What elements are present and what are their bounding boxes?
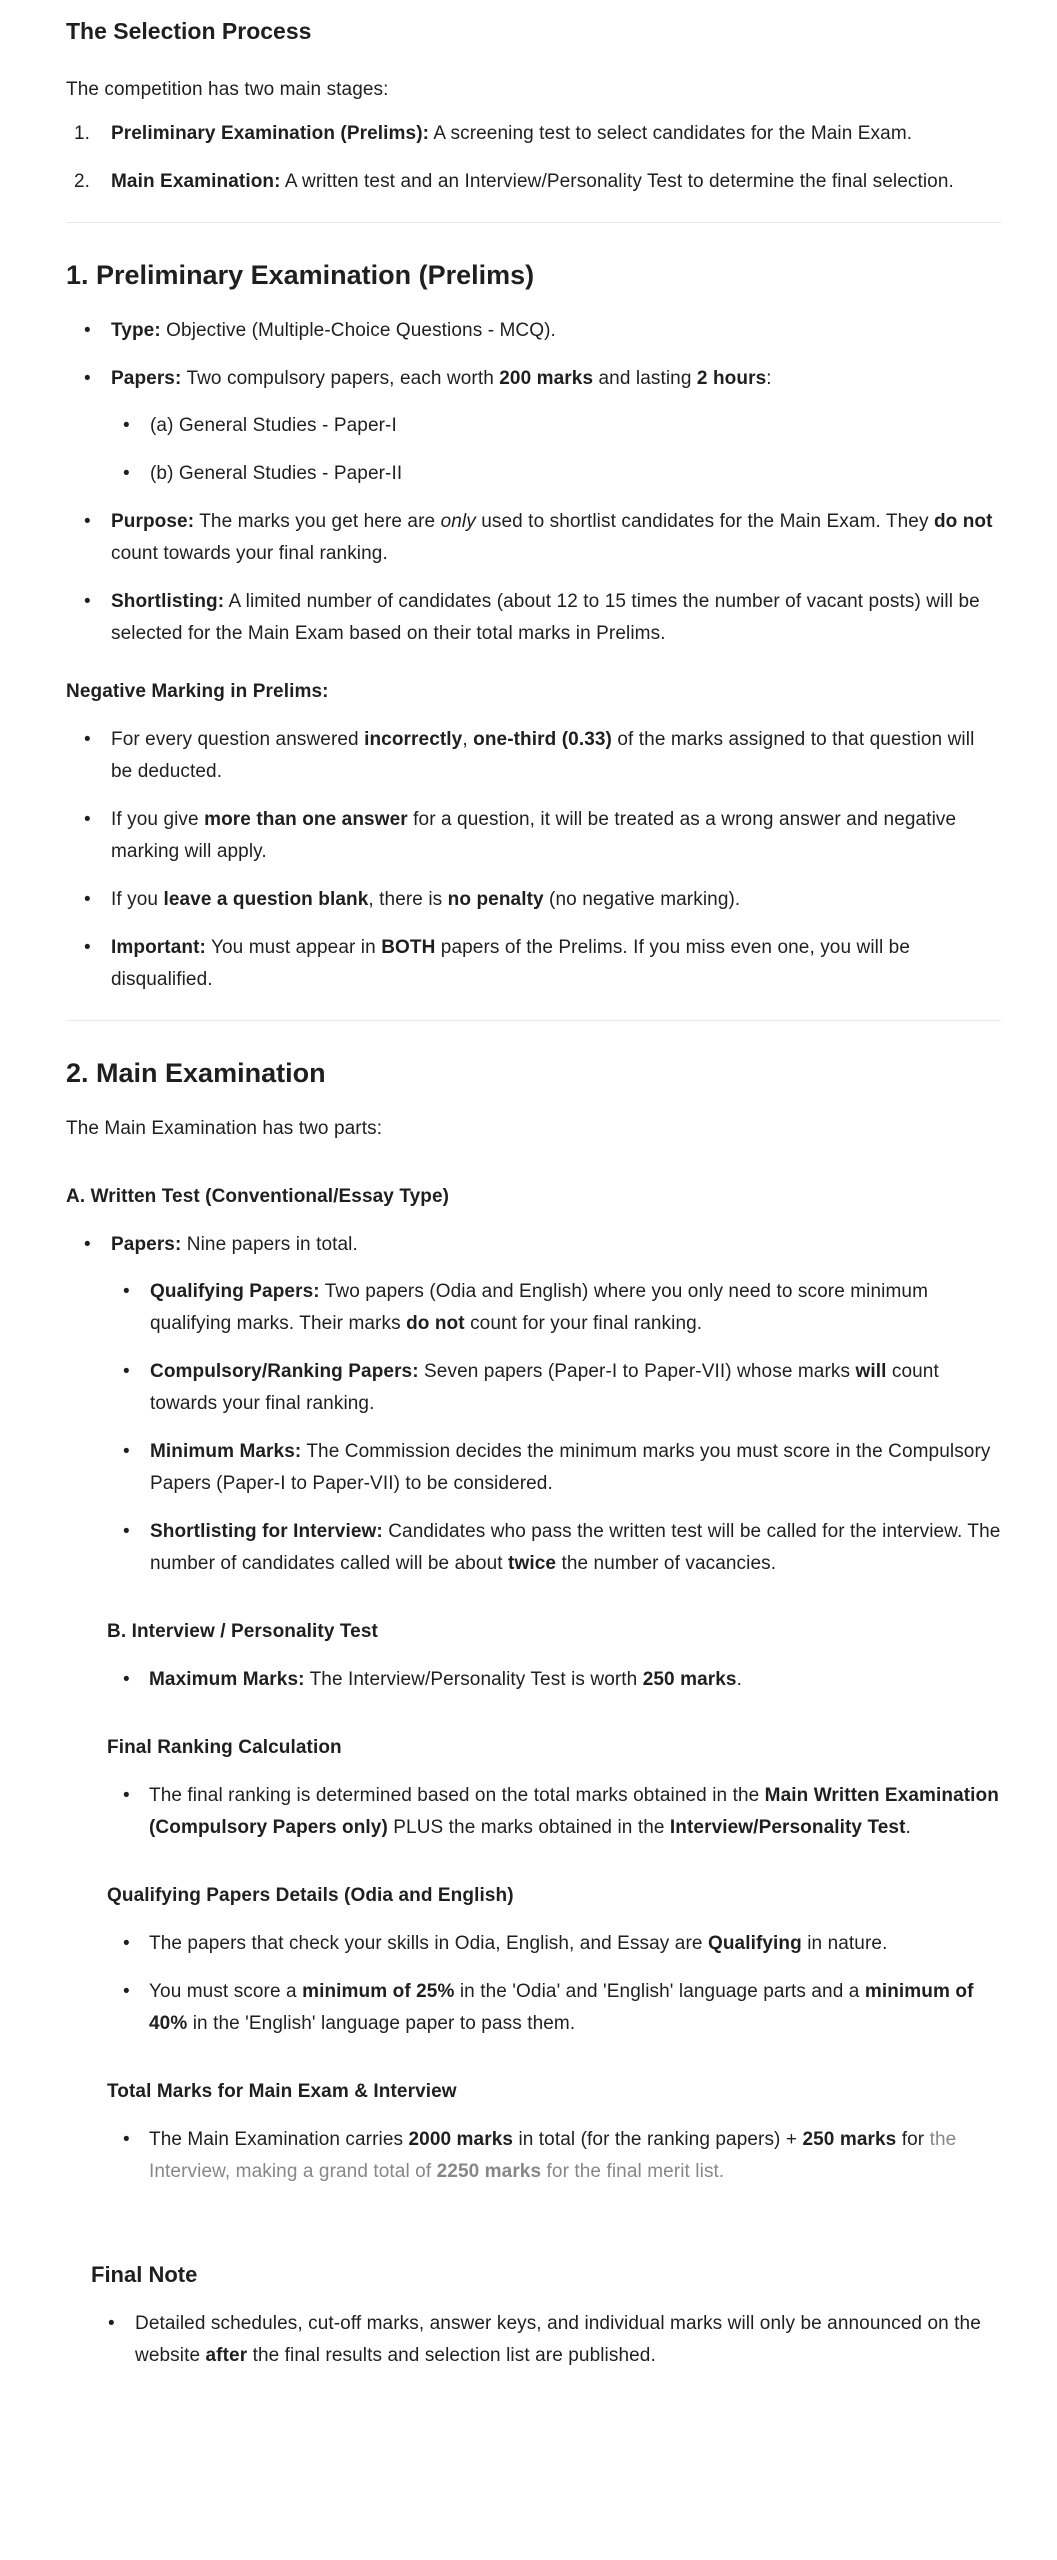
list-item: • Type: Objective (Multiple-Choice Questions - MCQ).: [66, 315, 1001, 347]
section-divider: [66, 1020, 1001, 1021]
list-item: • Qualifying Papers: Two papers (Odia and English) where you only need to score minimum qualifying marks. Their marks do not count for your final ranking.: [105, 1276, 1001, 1340]
list-item: Main Examination: A written test and an Interview/Personality Test to determine the final selection.: [111, 171, 954, 192]
subheading-negative-marking: Negative Marking in Prelims:: [66, 681, 329, 702]
final-ranking-list: [107, 1780, 1001, 1844]
total-marks-list: [107, 2124, 1001, 2188]
list-item: • The Main Examination carries 2000 marks in total (for the ranking papers) + 250 marks for the Interview, making a grand total of 2250 marks for the final merit list.: [107, 2124, 1001, 2188]
list-item: Preliminary Examination (Prelims): A screening test to select candidates for the Main Exam.: [111, 123, 913, 144]
list-item-text: Papers: Nine papers in total.: [111, 1234, 358, 1255]
negative-marking-list: [66, 724, 1001, 996]
section-heading-prelims: 1. Preliminary Examination (Prelims): [66, 260, 535, 290]
list-item: • Purpose: The marks you get here are only used to shortlist candidates for the Main Exam. They do not count towards your final ranking.: [66, 506, 1001, 570]
list-item: • Detailed schedules, cut-off marks, answer keys, and individual marks will only be announced on the website after the final results and selection list are published.: [91, 2308, 1001, 2372]
prelims-list: [66, 315, 1001, 650]
list-item: [66, 363, 1001, 490]
stages-list: [66, 118, 1001, 198]
qualifying-details-list: [107, 1928, 1001, 2040]
section-heading-mains: 2. Main Examination: [66, 1058, 326, 1088]
list-item: • The final ranking is determined based on the total marks obtained in the Main Written Examination (Compulsory Papers only) PLUS the marks obtained in the Interview/Personality Test.: [107, 1780, 1001, 1844]
written-papers-sublist: [105, 1276, 1001, 1580]
subheading-total-marks: Total Marks for Main Exam & Interview: [107, 2081, 457, 2102]
list-item: • Minimum Marks: The Commission decides the minimum marks you must score in the Compulsory Papers (Paper-I to Paper-VII) to be considered.: [105, 1436, 1001, 1500]
list-item: • If you leave a question blank, there is no penalty (no negative marking).: [66, 884, 1001, 916]
list-item: [66, 1229, 1001, 1580]
list-item: • You must score a minimum of 25% in the 'Odia' and 'English' language parts and a minimum of 40% in the 'English' language paper to pass them.: [107, 1976, 1001, 2040]
subheading-written-test: A. Written Test (Conventional/Essay Type): [66, 1186, 450, 1207]
list-item: • Important: You must appear in BOTH papers of the Prelims. If you miss even one, you will be disqualified.: [66, 932, 1001, 996]
list-item: • If you give more than one answer for a question, it will be treated as a wrong answer and negative marking will apply.: [66, 804, 1001, 868]
list-item: • Maximum Marks: The Interview/Personality Test is worth 250 marks.: [107, 1664, 1001, 1696]
mains-intro-paragraph: The Main Examination has two parts:: [66, 1118, 383, 1139]
page-title: The Selection Process: [66, 18, 312, 44]
list-item-text: Papers: Two compulsory papers, each worth 200 marks and lasting 2 hours:: [111, 368, 772, 389]
intro-paragraph: The competition has two main stages:: [66, 79, 389, 100]
list-item: • Compulsory/Ranking Papers: Seven papers (Paper-I to Paper-VII) whose marks will count towards your final ranking.: [105, 1356, 1001, 1420]
subheading-qualifying-details: Qualifying Papers Details (Odia and English): [107, 1885, 514, 1906]
written-test-list: [66, 1229, 1001, 1580]
list-item: • (b) General Studies - Paper-II: [105, 458, 1001, 490]
interview-list: [107, 1664, 1001, 1696]
list-item: • Shortlisting: A limited number of candidates (about 12 to 15 times the number of vacant posts) will be selected for the Main Exam based on their total marks in Prelims.: [66, 586, 1001, 650]
subheading-interview: B. Interview / Personality Test: [107, 1621, 378, 1642]
subheading-final-ranking: Final Ranking Calculation: [107, 1737, 342, 1758]
list-item: • The papers that check your skills in Odia, English, and Essay are Qualifying in nature.: [107, 1928, 1001, 1960]
heading-final-note: Final Note: [91, 2262, 198, 2287]
prelims-papers-sublist: [105, 410, 1001, 490]
final-note-section: [91, 2260, 1001, 2372]
section-divider: [66, 222, 1001, 223]
list-item: • Shortlisting for Interview: Candidates who pass the written test will be called for the interview. The number of candidates called will be about twice the number of vacancies.: [105, 1516, 1001, 1580]
list-item: • (a) General Studies - Paper-I: [105, 410, 1001, 442]
list-item: • For every question answered incorrectly, one-third (0.33) of the marks assigned to that question will be deducted.: [66, 724, 1001, 788]
mains-sub-sections: [107, 1616, 1001, 2188]
final-note-list: [91, 2308, 1001, 2372]
